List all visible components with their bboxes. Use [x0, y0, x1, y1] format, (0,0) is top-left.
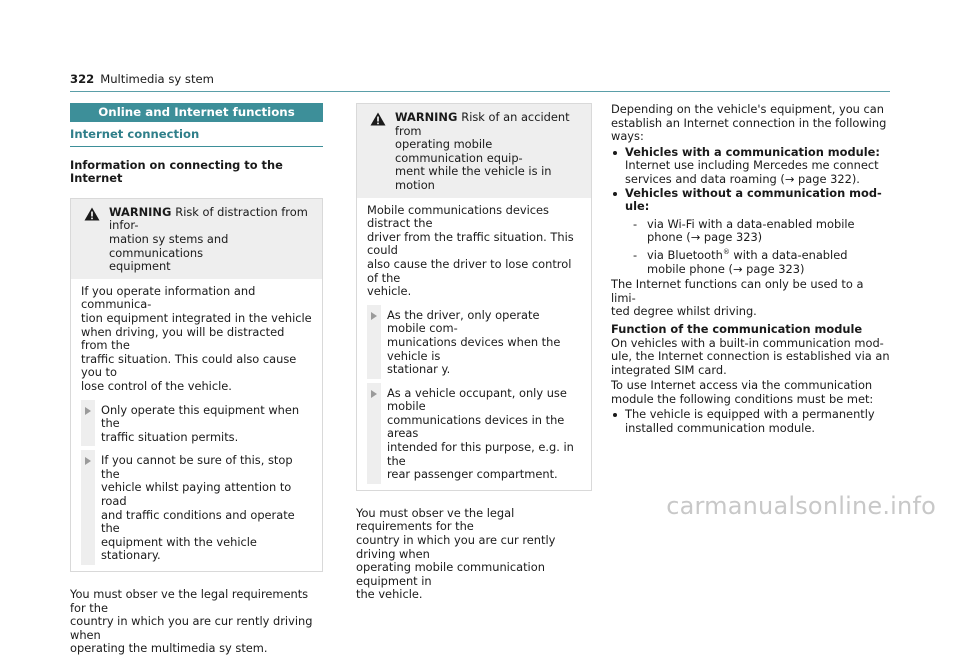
warning-body — [71, 279, 322, 571]
body-paragraph: You must obser ve the legal requirements for the country in which you are cur rently driving when operating mobile communication equipment in the vehicle. — [356, 505, 556, 602]
warning-body — [357, 198, 591, 490]
warning-text: Risk of distraction from infor- mation sy stems and communications equipment — [109, 204, 308, 274]
column-1 — [70, 103, 323, 656]
sub-list-item-text: with a data-enabled mobile phone (→ page 323) — [647, 247, 848, 276]
arrow-bullet-icon — [371, 312, 377, 320]
conditions-paragraph: To use Internet access via the communication module the following conditions must be met: — [611, 378, 874, 406]
column-3 — [611, 103, 890, 436]
warning-label: WARNING — [395, 110, 458, 124]
list-item — [611, 146, 890, 187]
arrow-bullet-icon — [85, 457, 91, 465]
header-divider — [70, 91, 890, 92]
sub-list-item-text: via Wi-Fi with a data-enabled mobile phone (→ page 323) — [647, 216, 855, 245]
sub-list-item-text: via Bluetooth — [647, 247, 723, 262]
arrow-bullet-icon — [85, 407, 91, 415]
function-heading: Function of the communication module — [611, 321, 863, 336]
list-item-title: Vehicles with a communication module: — [625, 144, 880, 159]
warning-bullet — [81, 404, 312, 445]
connection-options-list — [611, 146, 890, 276]
warning-bullet — [367, 387, 581, 482]
list-item — [611, 408, 890, 435]
warning-bullet — [81, 454, 312, 563]
warning-bullet-text: As the driver, only operate mobile com- munications devices when the vehicle is stationar y. — [387, 307, 561, 377]
function-paragraph: On vehicles with a built-in communication mod- ule, the Internet connection is established via an integrated SIM card. — [611, 335, 890, 377]
body-paragraph: You must obser ve the legal requirements for the country in which you are cur rently driving when operating the multimedia sy stem. — [70, 587, 313, 656]
info-heading: Information on connecting to the Internet — [70, 157, 283, 186]
list-item — [611, 187, 890, 277]
warning-bullet-text: Only operate this equipment when the traffic situation permits. — [101, 402, 300, 444]
dash-marker: - — [633, 216, 638, 231]
warning-box — [70, 198, 323, 572]
warning-header — [357, 104, 591, 198]
list-item-text: Internet use including Mercedes me connect services and data roaming (→ page 322). — [625, 158, 879, 186]
warning-bullet-text: As a vehicle occupant, only use mobile communications devices in the areas intended for this purpose, e.g. in the rear passenger compartment. — [387, 385, 574, 482]
watermark: carmanualsonline.info — [666, 492, 936, 520]
warning-triangle-icon — [84, 207, 100, 221]
page-number: 322 — [70, 72, 95, 86]
subsection-title: Internet connection — [70, 127, 200, 141]
subsection-divider — [70, 146, 323, 147]
warning-triangle-icon — [370, 112, 386, 126]
warning-body-text: If you operate information and communica- tion equipment integrated in the vehicle when driving, you will be distracted from the traffic situation. This could also cause you to lose control of the vehicle. — [81, 283, 312, 393]
intro-paragraph: Depending on the vehicle's equipment, you can establish an Internet connection in the following ways: — [611, 102, 887, 144]
warning-header — [71, 199, 322, 279]
warning-body-text: Mobile communications devices distract the driver from the traffic situation. This could also cause the driver to lose control of the vehicle. — [367, 202, 574, 299]
list-item-title: Vehicles without a communication mod- ule: — [625, 185, 882, 214]
warning-bullet — [367, 309, 581, 377]
registered-mark: ® — [722, 248, 730, 257]
warning-box — [356, 103, 592, 491]
conditions-list — [611, 408, 890, 435]
section-heading-bar: Online and Internet functions — [70, 103, 323, 122]
warning-bullet-text: If you cannot be sure of this, stop the vehicle whilst paying attention to road and traffic conditions and operate the equipment with the vehicle stationary. — [101, 453, 295, 563]
list-item-text: The vehicle is equipped with a permanently installed communication module. — [625, 407, 875, 436]
page-header — [70, 73, 890, 87]
sub-list-item — [625, 218, 890, 245]
warning-text: Risk of an accident from operating mobile communication equip- ment while the vehicle is in motion — [395, 110, 570, 192]
arrow-bullet-icon — [371, 390, 377, 398]
page-section-title: Multimedia sy stem — [100, 72, 214, 86]
column-2 — [356, 103, 592, 602]
warning-label: WARNING — [109, 204, 172, 219]
limit-paragraph: The Internet functions can only be used to a limi- ted degree whilst driving. — [611, 277, 864, 319]
sub-list-item — [625, 249, 890, 276]
dash-marker: - — [633, 247, 638, 262]
